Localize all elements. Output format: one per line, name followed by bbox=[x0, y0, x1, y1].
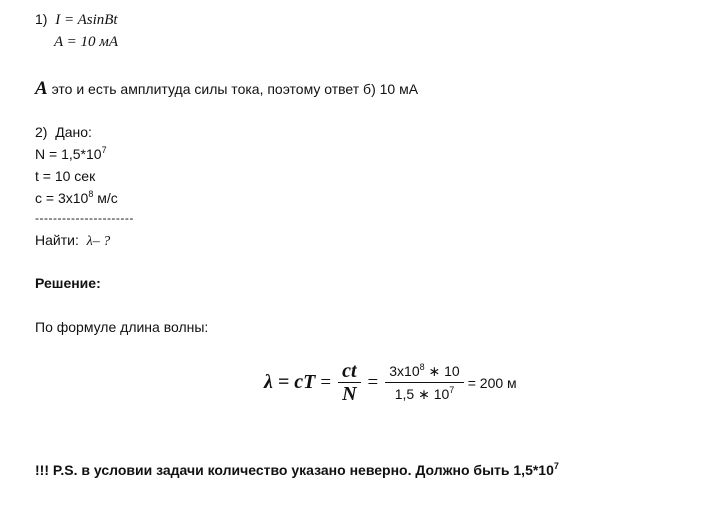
part1-formula-line bbox=[35, 11, 118, 29]
given-label: Дано: bbox=[55, 124, 92, 140]
footer-text: !!! P.S. в условии задачи количество указано неверно. Должно быть 1,5*10 bbox=[35, 462, 554, 478]
part1-formula: I = AsinBt bbox=[55, 12, 118, 28]
divider-text: ---------------------- bbox=[35, 211, 134, 225]
numerator-exp: 8 bbox=[419, 362, 425, 372]
given-c-unit: м/с bbox=[93, 190, 118, 206]
solution-line bbox=[35, 275, 101, 291]
footer-note bbox=[35, 462, 559, 478]
formula-eq-1: = bbox=[320, 371, 332, 393]
part1-amplitude-line bbox=[54, 33, 118, 51]
given-t-line bbox=[35, 168, 95, 184]
formula-intro: По формуле длина волны: bbox=[35, 319, 209, 335]
fraction-numeric-numerator bbox=[385, 360, 463, 382]
find-label: Найти: bbox=[35, 232, 79, 248]
divider bbox=[35, 211, 134, 225]
given-c-exp: 8 bbox=[88, 189, 94, 199]
numerator-prefix: 3x10 bbox=[389, 363, 420, 379]
formula-result: = 200 м bbox=[467, 374, 517, 391]
answer-text: это и есть амплитуда силы тока, поэтому ответ б) 10 мА bbox=[51, 81, 419, 97]
part1-answer-line bbox=[35, 78, 418, 100]
given-n-line bbox=[35, 146, 107, 162]
given-t: t = 10 сек bbox=[35, 168, 96, 184]
fraction-numeric bbox=[385, 360, 463, 405]
formula-lambda-ct: λ = cT bbox=[264, 371, 316, 393]
given-c: c = 3x10 bbox=[35, 190, 89, 206]
fraction-numeric-denominator bbox=[391, 383, 459, 405]
given-n-exp: 7 bbox=[101, 145, 107, 155]
numerator-suffix: ∗ 10 bbox=[424, 363, 460, 379]
solution-label: Решение: bbox=[35, 275, 101, 291]
part1-label: 1) bbox=[35, 11, 48, 27]
part1-amplitude: A = 10 мА bbox=[54, 34, 118, 50]
part2-label: 2) bbox=[35, 124, 48, 140]
wavelength-formula bbox=[264, 360, 517, 405]
given-c-line bbox=[35, 190, 118, 206]
denominator-prefix: 1,5 ∗ 10 bbox=[394, 386, 450, 402]
given-n: N = 1,5*10 bbox=[35, 146, 102, 162]
formula-eq-2: = bbox=[367, 371, 379, 393]
find-line bbox=[35, 232, 110, 250]
answer-symbol: A bbox=[35, 78, 48, 99]
fraction-ct-numerator: ct bbox=[342, 360, 357, 382]
denominator-exp: 7 bbox=[449, 385, 455, 395]
formula-intro-line bbox=[35, 319, 208, 335]
part2-header-line bbox=[35, 124, 92, 140]
find-value: λ– ? bbox=[86, 234, 111, 249]
fraction-ct-over-n bbox=[338, 360, 360, 405]
fraction-ct-denominator: N bbox=[342, 383, 357, 405]
footer-exp: 7 bbox=[553, 461, 559, 471]
